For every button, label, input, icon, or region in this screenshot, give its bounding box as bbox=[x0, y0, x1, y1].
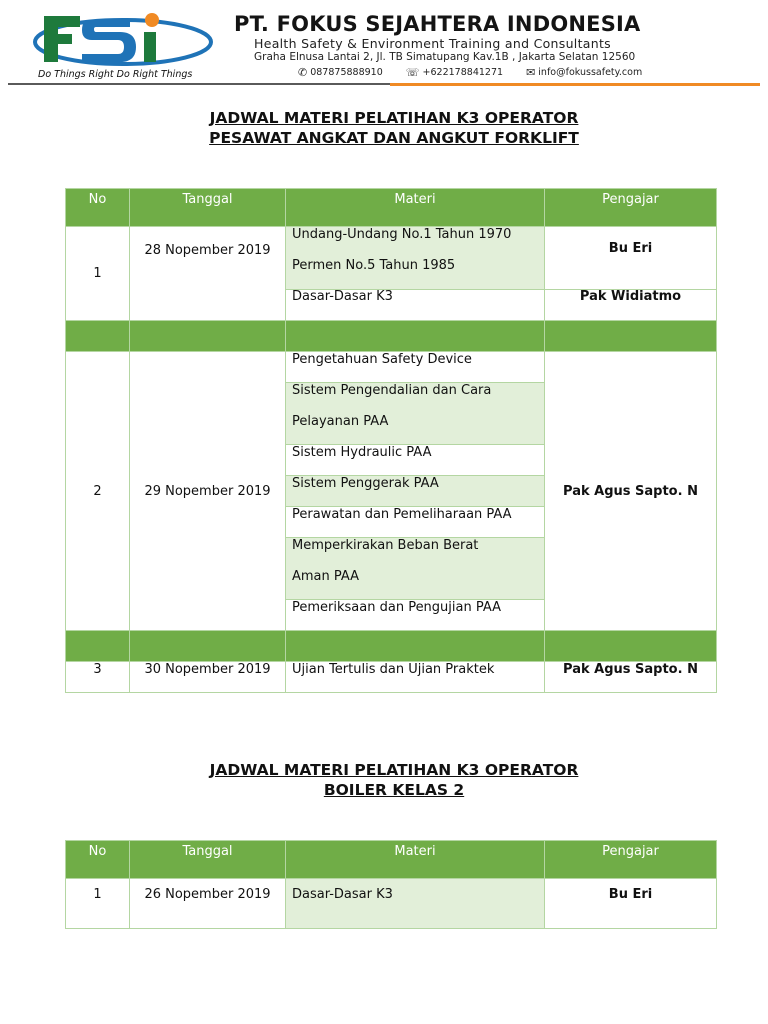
day-date: 26 Nopember 2019 bbox=[130, 879, 286, 929]
materi-item: Pelayanan PAA bbox=[286, 414, 545, 445]
materi-cell bbox=[286, 227, 545, 290]
table-row bbox=[66, 662, 717, 693]
day-no: 2 bbox=[66, 352, 130, 631]
whatsapp-icon: ✆ bbox=[298, 66, 308, 79]
contact-line bbox=[298, 66, 642, 79]
separator-row bbox=[66, 631, 717, 662]
header-pengajar: Pengajar bbox=[545, 189, 717, 227]
header-materi: Materi bbox=[286, 189, 545, 227]
day-no: 1 bbox=[66, 879, 130, 929]
company-logo bbox=[28, 10, 218, 82]
header-tanggal: Tanggal bbox=[130, 189, 286, 227]
materi-item: Aman PAA bbox=[286, 569, 545, 600]
materi-item: Perawatan dan Pemeliharaan PAA bbox=[286, 507, 545, 538]
materi-item: Dasar-Dasar K3 bbox=[286, 879, 545, 929]
pengajar-cell: Pak Agus Sapto. N bbox=[545, 662, 717, 693]
table-row bbox=[66, 879, 717, 929]
header-accent-rule bbox=[390, 83, 760, 86]
day-no: 1 bbox=[66, 227, 130, 321]
pengajar-cell: Bu Eri bbox=[545, 879, 717, 929]
letterhead bbox=[0, 0, 768, 90]
schedule-table-boiler bbox=[65, 840, 717, 929]
materi-cell: Dasar-Dasar K3 bbox=[286, 290, 545, 321]
section1-title-line2: PESAWAT ANGKAT DAN ANGKUT FORKLIFT bbox=[209, 129, 579, 147]
table-row bbox=[66, 352, 717, 383]
materi-item: Pengetahuan Safety Device bbox=[286, 352, 545, 383]
materi-item: Ujian Tertulis dan Ujian Praktek bbox=[286, 662, 545, 693]
day-date: 29 Nopember 2019 bbox=[130, 352, 286, 631]
table-row bbox=[66, 227, 717, 290]
materi-item: Memperkirakan Beban Berat bbox=[286, 538, 545, 569]
mail-icon: ✉ bbox=[526, 66, 536, 79]
whatsapp-number: 087875888910 bbox=[310, 67, 383, 78]
section1-title bbox=[0, 108, 768, 148]
materi-item: Permen No.5 Tahun 1985 bbox=[292, 258, 456, 273]
company-address: Graha Elnusa Lantai 2, Jl. TB Simatupang Kav.1B , Jakarta Selatan 12560 bbox=[254, 51, 636, 63]
day-date: 30 Nopember 2019 bbox=[130, 662, 286, 693]
materi-item: Sistem Pengendalian dan Cara bbox=[286, 383, 545, 414]
section2-title bbox=[0, 760, 768, 800]
email-address: info@fokussafety.com bbox=[538, 67, 643, 78]
section2-title-line2: BOILER KELAS 2 bbox=[323, 781, 465, 799]
header-no: No bbox=[66, 841, 130, 879]
section2-title-line1: JADWAL MATERI PELATIHAN K3 OPERATOR bbox=[209, 761, 579, 779]
materi-item: Sistem Penggerak PAA bbox=[286, 476, 545, 507]
day-date: 28 Nopember 2019 bbox=[130, 227, 286, 321]
header-no: No bbox=[66, 189, 130, 227]
separator-row bbox=[66, 321, 717, 352]
schedule-table-forklift bbox=[65, 188, 717, 693]
header-materi: Materi bbox=[286, 841, 545, 879]
phone-number: +622178841271 bbox=[422, 67, 504, 78]
pengajar-cell: Pak Widiatmo bbox=[545, 290, 717, 321]
company-tagline: Do Things Right Do Right Things bbox=[38, 69, 193, 80]
materi-item: Pemeriksaan dan Pengujian PAA bbox=[286, 600, 545, 631]
section1-title-line1: JADWAL MATERI PELATIHAN K3 OPERATOR bbox=[209, 109, 579, 127]
materi-item: Sistem Hydraulic PAA bbox=[286, 445, 545, 476]
company-name: PT. FOKUS SEJAHTERA INDONESIA bbox=[234, 12, 641, 36]
table-header-row bbox=[66, 841, 717, 879]
header-tanggal: Tanggal bbox=[130, 841, 286, 879]
materi-item: Undang-Undang No.1 Tahun 1970 bbox=[292, 227, 512, 242]
header-pengajar: Pengajar bbox=[545, 841, 717, 879]
company-subtitle: Health Safety & Environment Training and Consultants bbox=[254, 36, 611, 51]
day-no: 3 bbox=[66, 662, 130, 693]
pengajar-cell: Bu Eri bbox=[545, 227, 717, 290]
pengajar-cell: Pak Agus Sapto. N bbox=[545, 352, 717, 631]
phone-icon: ☏ bbox=[405, 66, 420, 79]
